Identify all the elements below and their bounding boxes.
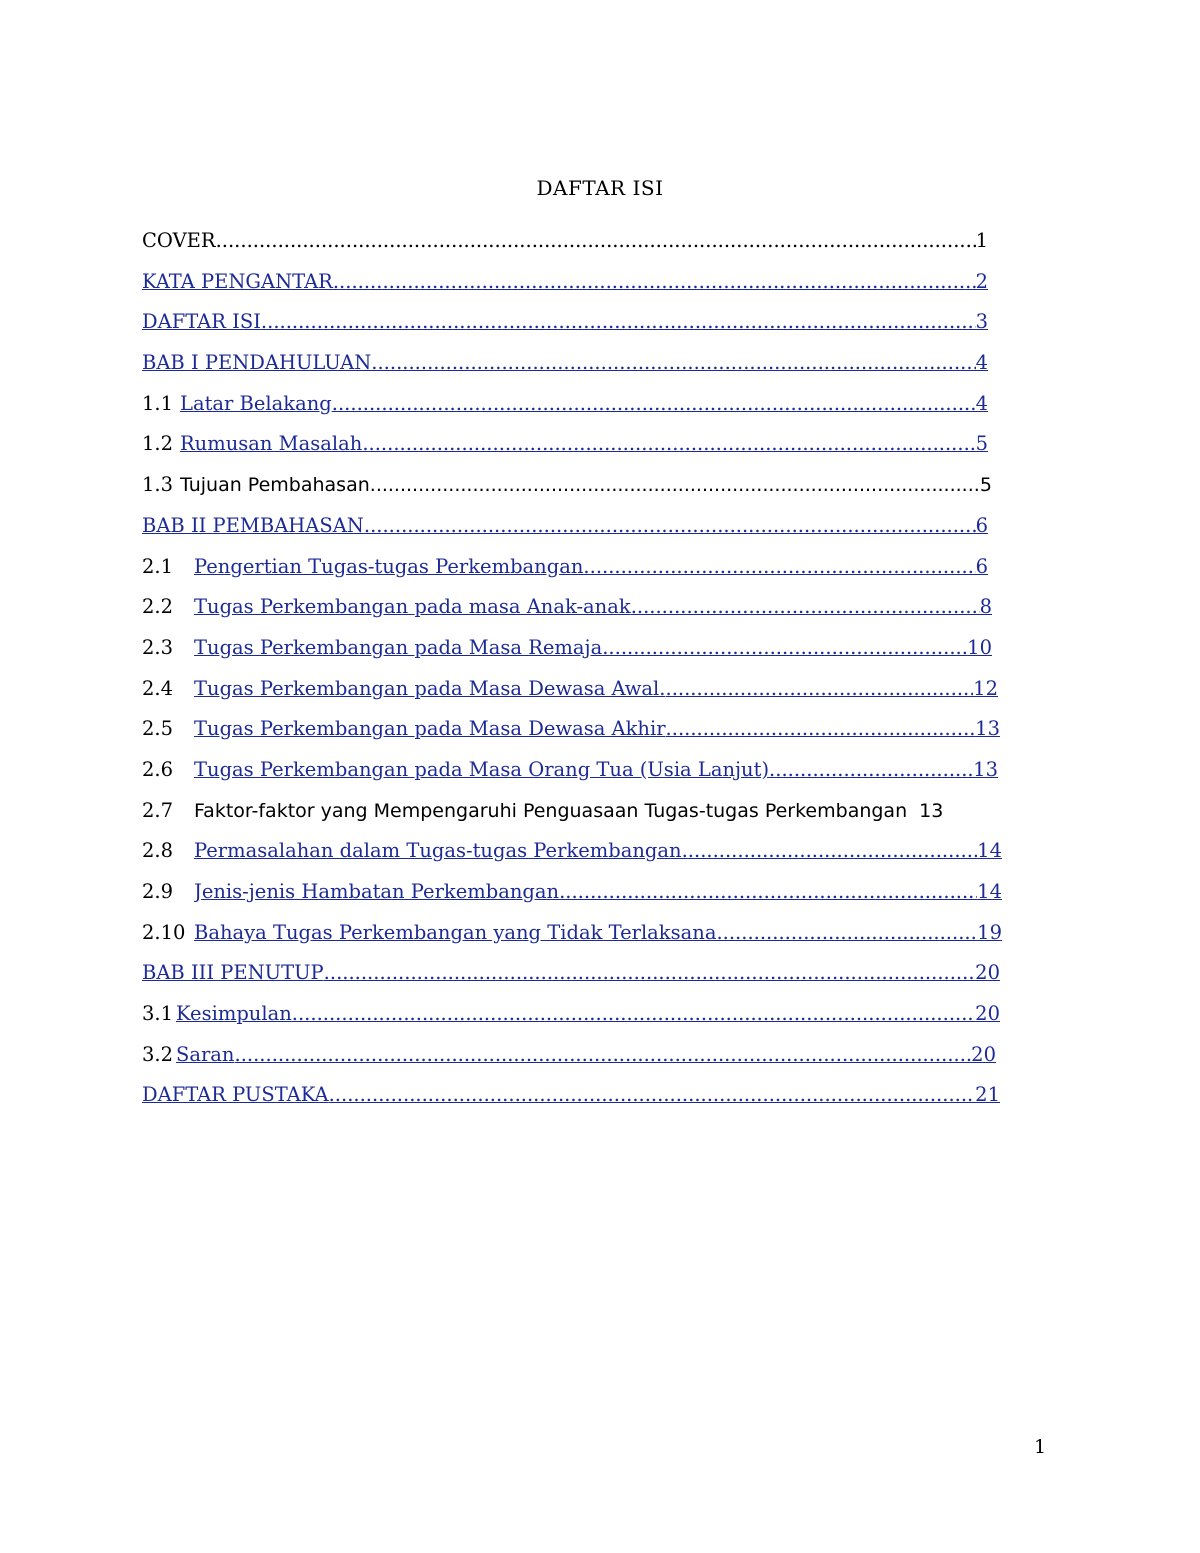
toc-entry-label — [142, 228, 988, 254]
toc-leader-dots — [631, 594, 980, 620]
toc-entry[interactable] — [142, 676, 1200, 717]
toc-entry-page: 20 — [975, 961, 1000, 985]
toc-entry-page: 13 — [919, 799, 944, 822]
toc-entry-title: BAB I PENDAHULUAN — [142, 351, 372, 375]
toc-entry[interactable] — [142, 391, 1200, 432]
toc-entry[interactable] — [142, 960, 1200, 1001]
toc-entry-page: 8 — [979, 595, 992, 619]
toc-entry-number: 3.1 — [142, 1002, 174, 1026]
toc-entry-link[interactable] — [142, 309, 988, 335]
toc-entry[interactable] — [142, 1042, 1200, 1083]
toc-entry-link[interactable] — [176, 1042, 996, 1068]
toc-entry-title: Pengertian Tugas-tugas Perkembangan — [194, 554, 584, 578]
toc-entry[interactable] — [142, 838, 1200, 879]
toc-entry[interactable] — [142, 1001, 1200, 1042]
toc-entry-number: 1.2 — [142, 432, 174, 456]
toc-entry-title: Tujuan Pembahasan. — [180, 474, 376, 497]
toc-leader-dots — [583, 554, 975, 580]
toc-leader-dots — [666, 716, 976, 742]
toc-leader-dots — [329, 1082, 976, 1108]
toc-entry-page: 13 — [975, 717, 1000, 741]
toc-entry-label — [194, 798, 1002, 824]
toc-leader-dots — [292, 1001, 975, 1027]
toc-entry-page: 4 — [975, 351, 988, 375]
toc-entry-number: 2.9 — [142, 880, 174, 903]
toc-entry-number: 2.4 — [142, 676, 174, 700]
toc-entry-label — [180, 472, 992, 498]
toc-entry — [142, 472, 1200, 513]
toc-entry-number: 2.7 — [142, 798, 174, 822]
toc-entry[interactable] — [142, 635, 1200, 676]
toc-entry-title: Saran — [176, 1042, 235, 1066]
toc-entry-title: COVER — [142, 229, 216, 252]
page-title: DAFTAR ISI — [536, 176, 664, 200]
toc-entry[interactable] — [142, 350, 1200, 391]
toc-leader-dots — [371, 350, 975, 376]
toc-entry-number: 1.3 — [142, 473, 174, 497]
toc-entry[interactable] — [142, 716, 1200, 757]
toc-entry-link[interactable] — [142, 513, 988, 539]
toc-leader-dots — [688, 838, 977, 864]
toc-entry-number: 2.8 — [142, 839, 174, 863]
toc-entry[interactable] — [142, 431, 1200, 472]
toc-entry-page: 14 — [977, 839, 1002, 863]
toc-entry-title: Tugas Perkembangan pada Masa Remaja — [194, 635, 603, 659]
toc-entry-link[interactable] — [194, 716, 1000, 742]
toc-entry-link[interactable] — [176, 1001, 1000, 1027]
table-of-contents — [142, 228, 1200, 1123]
toc-entry[interactable] — [142, 757, 1200, 798]
toc-entry-link[interactable] — [180, 431, 988, 457]
toc-entry-page: 20 — [971, 1042, 996, 1066]
toc-entry-link[interactable] — [194, 879, 1002, 905]
toc-leader-dots — [333, 269, 976, 295]
toc-entry-page: 4 — [975, 391, 988, 415]
toc-entry-page: 2 — [975, 269, 988, 293]
toc-entry-title: BAB II PEMBAHASAN — [142, 513, 364, 537]
toc-entry-page: 6 — [975, 513, 988, 537]
toc-entry — [142, 798, 1200, 839]
toc-entry[interactable] — [142, 513, 1200, 554]
toc-entry-link[interactable] — [194, 635, 992, 661]
toc-leader-dots — [216, 228, 976, 254]
toc-entry-title: Bahaya Tugas Perkembangan yang Tidak Terlaksana — [194, 920, 717, 944]
toc-entry-title: Faktor-faktor yang Mempengaruhi Penguasaan Tugas-tugas Perkembangan — [194, 799, 908, 822]
toc-entry-number: 2.2 — [142, 595, 174, 619]
toc-leader-dots — [716, 920, 977, 946]
page-number: 1 — [1034, 1436, 1047, 1458]
toc-entry — [142, 228, 1200, 269]
toc-entry-link[interactable] — [142, 960, 1000, 986]
toc-entry-link[interactable] — [194, 676, 998, 702]
toc-entry-title: Jenis-jenis Hambatan Perkembangan — [194, 880, 560, 903]
toc-leader-dots — [261, 309, 976, 335]
toc-entry-number: 2.5 — [142, 717, 174, 741]
toc-entry[interactable] — [142, 1082, 1200, 1123]
toc-entry-title: Tugas Perkembangan pada Masa Orang Tua (Usia Lanjut). — [194, 757, 776, 781]
toc-entry-number: 3.2 — [142, 1042, 174, 1066]
toc-entry-link[interactable] — [194, 920, 1002, 946]
toc-entry-number: 2.6 — [142, 757, 174, 781]
toc-entry-title: KATA PENGANTAR — [142, 269, 333, 293]
toc-entry-title: Tugas Perkembangan pada masa Anak-anak — [194, 595, 631, 619]
toc-entry-page: 21 — [975, 1083, 1000, 1107]
toc-entry-link[interactable] — [142, 269, 988, 295]
toc-entry-title: Latar Belakang — [180, 391, 332, 415]
toc-entry-title: Rumusan Masalah — [180, 432, 363, 456]
toc-entry-page: 20 — [975, 1002, 1000, 1026]
toc-leader-dots — [332, 391, 976, 417]
toc-leader-dots — [324, 960, 976, 986]
toc-entry[interactable] — [142, 920, 1200, 961]
toc-leader-dots — [362, 431, 975, 457]
toc-entry-link[interactable] — [142, 1082, 1000, 1108]
toc-entry-page: 19 — [977, 920, 1002, 944]
toc-entry-link[interactable] — [142, 350, 988, 376]
toc-leader-dots — [602, 635, 967, 661]
toc-entry-title: Permasalahan dalam Tugas-tugas Perkembangan. — [194, 839, 688, 863]
toc-entry-title: Tugas Perkembangan pada Masa Dewasa Awal. — [194, 676, 666, 700]
toc-entry-title: Tugas Perkembangan pada Masa Dewasa Akhir — [194, 717, 666, 741]
toc-entry-page: 5 — [975, 432, 988, 456]
toc-leader-dots — [775, 757, 973, 783]
toc-entry[interactable] — [142, 309, 1200, 350]
toc-entry[interactable] — [142, 269, 1200, 310]
toc-entry-title: BAB III PENUTUP — [142, 961, 324, 985]
toc-entry[interactable] — [142, 879, 1200, 920]
toc-entry-link[interactable] — [180, 391, 988, 417]
toc-entry-number: 1.1 — [142, 391, 174, 415]
toc-entry-page: 12 — [973, 676, 998, 700]
toc-entry[interactable] — [142, 554, 1200, 595]
toc-entry-title: DAFTAR PUSTAKA — [142, 1083, 329, 1107]
toc-entry-link[interactable] — [194, 757, 998, 783]
toc-entry-link[interactable] — [194, 594, 992, 620]
toc-entry-page: 14 — [977, 880, 1002, 903]
toc-entry[interactable] — [142, 594, 1200, 635]
toc-entry-link[interactable] — [194, 838, 1002, 864]
toc-entry-number: 2.3 — [142, 635, 174, 659]
toc-leader-dots — [376, 472, 980, 498]
toc-entry-number: 2.1 — [142, 554, 174, 578]
toc-leader-dots — [364, 513, 976, 539]
toc-leader-dots — [235, 1042, 972, 1068]
toc-entry-page: 3 — [975, 310, 988, 334]
toc-entry-title: Kesimpulan — [176, 1002, 292, 1026]
toc-entry-page: 1 — [975, 229, 988, 252]
toc-entry-link[interactable] — [194, 554, 988, 580]
toc-entry-page: 13 — [973, 757, 998, 781]
toc-entry-title: DAFTAR ISI — [142, 310, 261, 334]
toc-entry-page: 6 — [975, 554, 988, 578]
toc-entry-number: 2.10 — [142, 920, 186, 944]
toc-leader-dots — [666, 676, 974, 702]
toc-leader-dots — [559, 879, 977, 905]
toc-entry-page: 10 — [967, 635, 992, 659]
toc-entry-page: 5 — [979, 474, 992, 497]
